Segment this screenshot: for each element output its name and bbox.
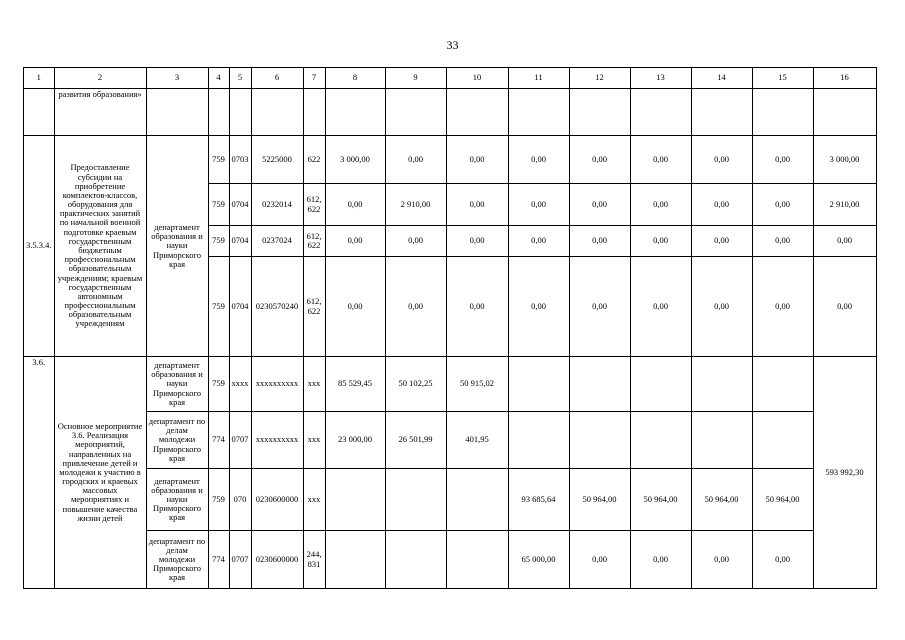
cell — [385, 469, 446, 531]
cell — [569, 357, 630, 412]
cell: хххххххххх — [251, 357, 303, 412]
cell — [325, 469, 385, 531]
table-row — [24, 136, 877, 184]
cell: 2 910,00 — [385, 184, 446, 226]
cell: 0,00 — [325, 257, 385, 357]
cell — [630, 412, 691, 469]
cell: 0,00 — [385, 136, 446, 184]
header-row — [24, 68, 877, 89]
cell: 0,00 — [569, 257, 630, 357]
cell: 65 000,00 — [508, 531, 569, 589]
table-row — [24, 357, 877, 412]
cell: 2 910,00 — [813, 184, 876, 226]
cell: 0,00 — [752, 136, 813, 184]
cell: 0,00 — [691, 226, 752, 257]
cell: 0,00 — [752, 184, 813, 226]
cell: 0,00 — [630, 136, 691, 184]
cell: 759 — [208, 357, 229, 412]
cell: 0,00 — [813, 257, 876, 357]
cell — [752, 357, 813, 412]
cell — [385, 531, 446, 589]
cell: 50 964,00 — [630, 469, 691, 531]
cell: 0703 — [229, 136, 251, 184]
cell: 0,00 — [569, 226, 630, 257]
cell: 0,00 — [446, 226, 508, 257]
cell: 0230600000 — [251, 469, 303, 531]
cell: 759 — [208, 226, 229, 257]
cell: 50 964,00 — [569, 469, 630, 531]
header-cell: 4 — [208, 68, 229, 89]
table-row — [24, 412, 877, 469]
cell: хххх — [229, 357, 251, 412]
cell: 0707 — [229, 412, 251, 469]
item-name: развития образования» — [54, 89, 146, 136]
header-cell: 14 — [691, 68, 752, 89]
cell: 070 — [229, 469, 251, 531]
cell: 759 — [208, 136, 229, 184]
cell — [691, 357, 752, 412]
cell: 0237024 — [251, 226, 303, 257]
item-number: 3.5.3.4. — [24, 136, 55, 357]
header-cell: 6 — [251, 68, 303, 89]
cell — [446, 531, 508, 589]
cell: 85 529,45 — [325, 357, 385, 412]
cell: 0,00 — [569, 184, 630, 226]
cell: 612, 622 — [303, 226, 325, 257]
cell: 0,00 — [691, 257, 752, 357]
cell — [325, 531, 385, 589]
cell: 0,00 — [508, 184, 569, 226]
cell: 0230570240 — [251, 257, 303, 357]
cell: 0,00 — [691, 136, 752, 184]
cell: 0,00 — [630, 184, 691, 226]
cell: 0704 — [229, 184, 251, 226]
header-cell: 11 — [508, 68, 569, 89]
cell: 401,95 — [446, 412, 508, 469]
cell: 50 102,25 — [385, 357, 446, 412]
header-cell: 5 — [229, 68, 251, 89]
cell: ххх — [303, 469, 325, 531]
cell: 244, 831 — [303, 531, 325, 589]
cell: 3 000,00 — [813, 136, 876, 184]
executor: департамент образования и науки Приморского края — [146, 469, 208, 531]
cell: 0,00 — [325, 226, 385, 257]
cell: 0230600000 — [251, 531, 303, 589]
cell: 50 964,00 — [752, 469, 813, 531]
cell: 759 — [208, 184, 229, 226]
cell: 0,00 — [752, 531, 813, 589]
cell: 0,00 — [691, 184, 752, 226]
cell — [752, 412, 813, 469]
cell: 0707 — [229, 531, 251, 589]
cell — [630, 357, 691, 412]
cell: 759 — [208, 469, 229, 531]
cell: 0,00 — [813, 226, 876, 257]
cell: 0704 — [229, 257, 251, 357]
cell: 0,00 — [508, 226, 569, 257]
cell: 0,00 — [446, 257, 508, 357]
cell: 93 685,64 — [508, 469, 569, 531]
cell — [508, 412, 569, 469]
cell: 50 915,02 — [446, 357, 508, 412]
cell: 0,00 — [446, 184, 508, 226]
cell: 622 — [303, 136, 325, 184]
header-cell: 2 — [54, 68, 146, 89]
cell: 26 501,99 — [385, 412, 446, 469]
cell: 774 — [208, 531, 229, 589]
cell: 0,00 — [630, 226, 691, 257]
cell: хххххххххх — [251, 412, 303, 469]
header-cell: 9 — [385, 68, 446, 89]
cell: 774 — [208, 412, 229, 469]
cell: 0,00 — [508, 257, 569, 357]
cell — [508, 357, 569, 412]
executor: департамент по делам молодежи Приморского края — [146, 412, 208, 469]
cell — [569, 412, 630, 469]
cell — [446, 469, 508, 531]
cell: 23 000,00 — [325, 412, 385, 469]
executor: департамент образования и науки Приморского края — [146, 136, 208, 357]
cell: 0,00 — [385, 226, 446, 257]
header-cell: 16 — [813, 68, 876, 89]
cell: 0,00 — [325, 184, 385, 226]
header-cell: 12 — [569, 68, 630, 89]
header-cell: 1 — [24, 68, 55, 89]
header-cell: 10 — [446, 68, 508, 89]
header-cell: 15 — [752, 68, 813, 89]
cell: 0,00 — [752, 226, 813, 257]
cell: 0704 — [229, 226, 251, 257]
table-row — [24, 89, 877, 136]
executor: департамент образования и науки Приморского края — [146, 357, 208, 412]
executor: департамент по делам молодежи Приморского края — [146, 531, 208, 589]
cell: 0,00 — [752, 257, 813, 357]
page-number: 33 — [446, 38, 459, 52]
cell: 0232014 — [251, 184, 303, 226]
cell: 3 000,00 — [325, 136, 385, 184]
cell: 0,00 — [508, 136, 569, 184]
item-name: Основное мероприятие 3.6. Реализация мероприятий, направленных на привлечение детей и молодежи к участию в городских и краевых массовых мероприятиях и повышение качества жизни детей — [54, 357, 146, 589]
item-name: Предоставление субсидии на приобретение комплектов-классов, оборудования для практических занятий по начальной военной подготовке краевым государственным бюджетным профессиональным образовательным учреждениям; краевым государственным автономным профессиональным образовательным учреждениям — [54, 136, 146, 357]
header-cell: 7 — [303, 68, 325, 89]
table-row — [24, 469, 877, 531]
cell: 50 964,00 — [691, 469, 752, 531]
total-cell: 593 992,30 — [813, 357, 876, 589]
cell: 759 — [208, 257, 229, 357]
cell: 5225000 — [251, 136, 303, 184]
item-number: 3.6. — [24, 357, 55, 589]
header-cell: 8 — [325, 68, 385, 89]
cell: 0,00 — [385, 257, 446, 357]
cell: 0,00 — [630, 257, 691, 357]
cell: 0,00 — [569, 136, 630, 184]
cell: 612, 622 — [303, 184, 325, 226]
table-row — [24, 531, 877, 589]
cell: 612, 622 — [303, 257, 325, 357]
cell: ххх — [303, 357, 325, 412]
cell: 0,00 — [691, 531, 752, 589]
cell — [691, 412, 752, 469]
cell: 0,00 — [630, 531, 691, 589]
budget-table — [23, 67, 877, 589]
header-cell: 3 — [146, 68, 208, 89]
header-cell: 13 — [630, 68, 691, 89]
cell: 0,00 — [569, 531, 630, 589]
cell: ххх — [303, 412, 325, 469]
cell: 0,00 — [446, 136, 508, 184]
